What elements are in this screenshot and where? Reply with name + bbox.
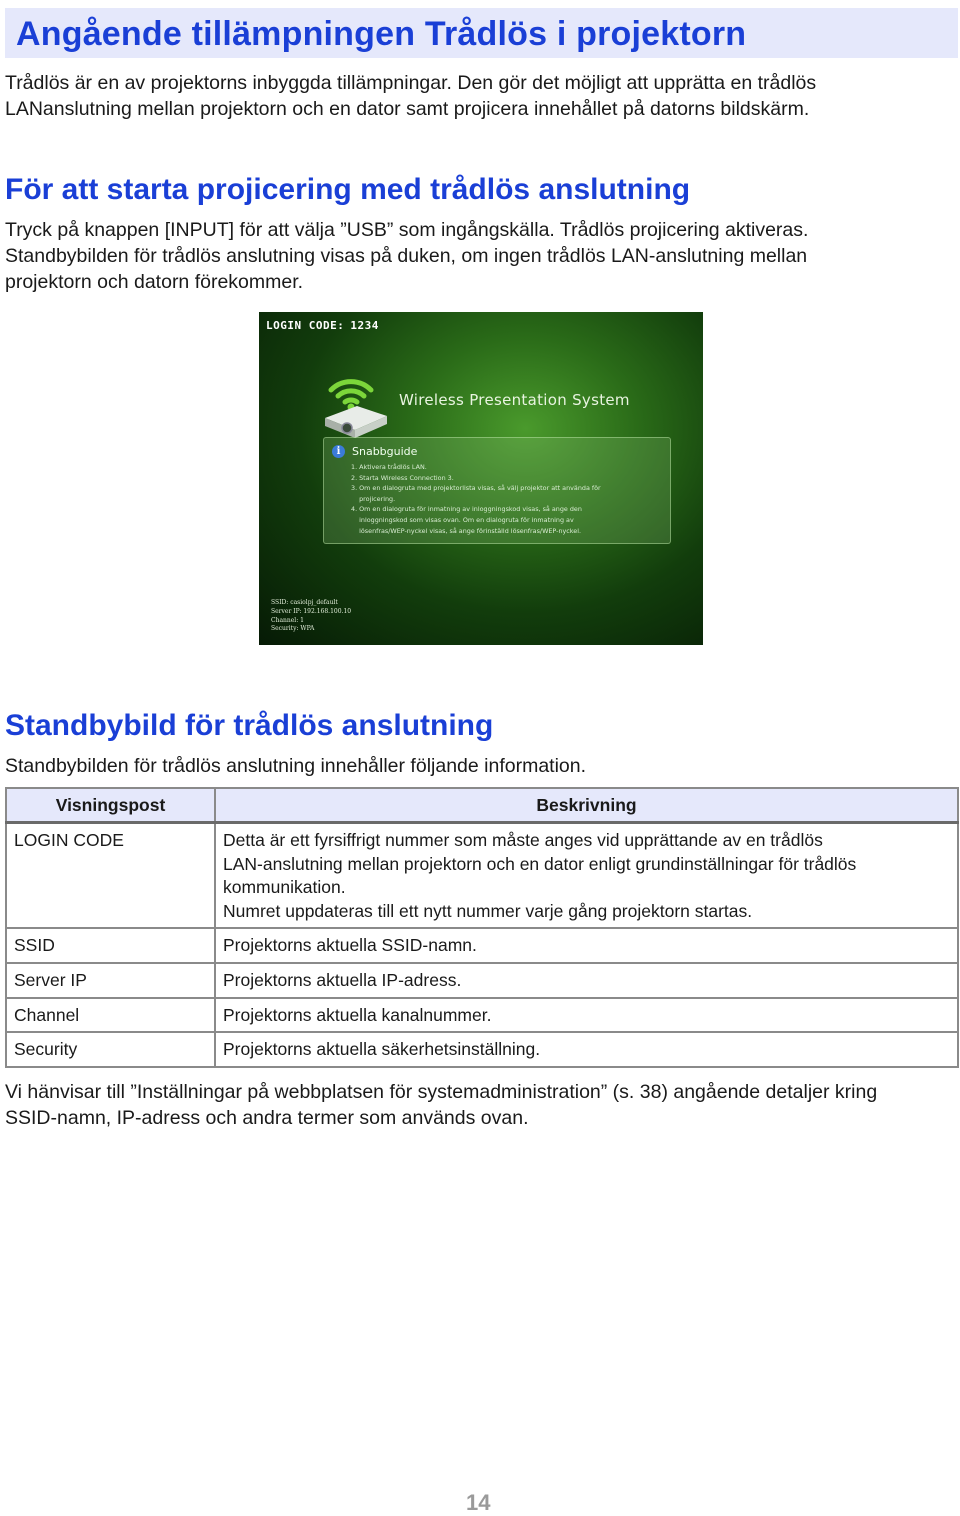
intro-line: LANanslutning mellan projektorn och en dator samt projicera innehållet på datorns bildskärm.: [5, 98, 810, 120]
quick-guide-title: Snabbguide: [352, 445, 418, 458]
outro-line: SSID-namn, IP-adress och andra termer som används ovan.: [5, 1107, 529, 1129]
ssid-line: SSID: casiolpj_default: [271, 599, 338, 606]
wifi-signal-icon: [331, 382, 371, 411]
table-row: [6, 1032, 958, 1067]
table-row: [6, 928, 958, 963]
table-cell-description: [215, 823, 958, 929]
table-cell-item: Channel: [6, 998, 215, 1033]
intro-paragraph: [5, 70, 816, 122]
table-cell-item: LOGIN CODE: [6, 823, 215, 929]
guide-step: 4. Om en dialogruta för inmatning av inloggningskod visas, så ange den: [351, 505, 582, 514]
table-header-row: [6, 788, 958, 823]
table-cell-item: Server IP: [6, 963, 215, 998]
table-row: [6, 998, 958, 1033]
table-cell-description: Projektorns aktuella IP-adress.: [215, 963, 958, 998]
projector-icon: [325, 406, 387, 438]
standby-intro: Standbybilden för trådlös anslutning innehåller följande information.: [5, 755, 587, 777]
section-heading-start: För att starta projicering med trådlös anslutning: [5, 173, 691, 206]
description-line: Numret uppdateras till ett nytt nummer varje gång projektorn startas.: [223, 900, 753, 921]
start-paragraph: [5, 217, 808, 295]
outro-line: Vi hänvisar till ”Inställningar på webbplatsen för systemadministration” (s. 38) angående detaljer kring: [5, 1081, 878, 1103]
guide-step: 3. Om en dialogruta med projektorlista visas, så välj projektor att använda för: [351, 484, 601, 493]
info-icon: i: [332, 445, 345, 458]
security-line: Security: WPA: [271, 625, 315, 633]
intro-line: Trådlös är en av projektorns inbyggda tillämpningar. Den gör det möjligt att upprätta en trådlös: [5, 72, 817, 94]
description-line: kommunikation.: [223, 877, 346, 898]
guide-step: lösenfras/WEP-nyckel visas, så ange förinställd lösenfras/WEP-nyckel.: [351, 526, 581, 535]
table-cell-item: SSID: [6, 928, 215, 963]
description-line: Detta är ett fyrsiffrigt nummer som måste anges vid upprättande av en trådlös: [223, 830, 823, 850]
login-code-value: 1234: [350, 319, 379, 332]
guide-step: projicering.: [351, 494, 396, 503]
table-row: [6, 823, 958, 929]
guide-step: inloggningskod som visas ovan. Om en dialogruta för inmatning av: [351, 515, 574, 524]
start-line: Tryck på knappen [INPUT] för att välja ”USB” som ingångskälla. Trådlös projicering aktiveras.: [5, 219, 809, 241]
server-ip-line: Server IP: 192.168.100.10: [271, 607, 352, 615]
guide-step: 2. Starta Wireless Connection 3.: [351, 473, 454, 482]
info-table: [5, 787, 959, 1068]
system-title: Wireless Presentation System: [399, 391, 630, 409]
table-cell-description: Projektorns aktuella SSID-namn.: [215, 928, 958, 963]
table-row: [6, 963, 958, 998]
description-line: LAN-anslutning mellan projektorn och en dator enligt grundinställningar för trådlös: [223, 853, 857, 874]
start-line: projektorn och datorn förekommer.: [5, 271, 304, 293]
page-number: 14: [466, 1490, 491, 1515]
page-title: Angående tillämpningen Trådlös i projektorn: [16, 15, 747, 53]
wifi-projector-logo: [321, 360, 391, 440]
column-header-description: Beskrivning: [215, 788, 958, 823]
section-heading-standby: Standbybild för trådlös anslutning: [5, 709, 494, 742]
channel-line: Channel: 1: [271, 616, 304, 624]
login-code-display: [266, 319, 379, 332]
table-cell-item: Security: [6, 1032, 215, 1067]
table-cell-description: Projektorns aktuella säkerhetsinställning.: [215, 1032, 958, 1067]
guide-step: 1. Aktivera trådlös LAN.: [351, 463, 427, 471]
login-code-label: LOGIN CODE:: [266, 319, 345, 332]
standby-screen-image: [259, 312, 703, 645]
column-header-item: Visningspost: [6, 788, 215, 823]
title-bar: [5, 8, 958, 58]
quick-guide-steps: [351, 462, 663, 536]
quick-guide-panel: [323, 437, 671, 544]
table-cell-description: Projektorns aktuella kanalnummer.: [215, 998, 958, 1033]
network-info: [271, 599, 351, 634]
start-line: Standbybilden för trådlös anslutning visas på duken, om ingen trådlös LAN-anslutning mellan: [5, 245, 808, 267]
outro-paragraph: [5, 1079, 877, 1131]
